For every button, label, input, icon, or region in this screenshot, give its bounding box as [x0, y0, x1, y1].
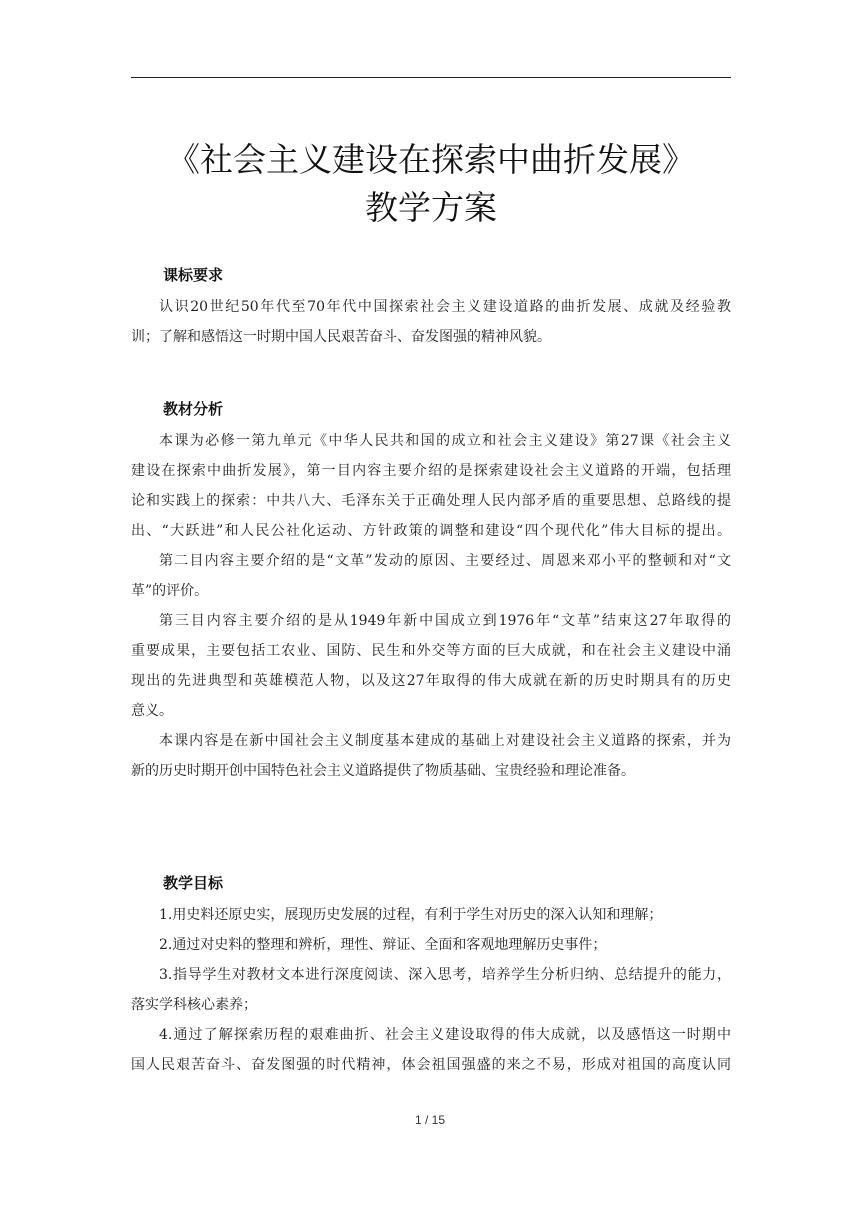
document-title-line1: 《社会主义建设在探索中曲折发展》	[167, 140, 695, 179]
list-item: 4.通过了解探索历程的艰难曲折、社会主义建设取得的伟大成就，以及感悟这一时期中	[159, 1027, 731, 1043]
list-item: 2.通过对史料的整理和辨析，理性、辩证、全面和客观地理解历史事件；	[159, 937, 607, 953]
document-title-line2: 教学方案	[365, 188, 497, 227]
text-line: 国人民艰苦奋斗、奋发图强的时代精神，体会祖国强盛的来之不易，形成对祖国的高度认同	[131, 1057, 731, 1073]
text-line: 第三目内容主要介绍的是从1949年新中国成立到1976年“文革”结束这27年取得的	[159, 613, 731, 629]
text-line: 认识20世纪50年代至70年代中国探索社会主义建设道路的曲折发展、成就及经验教	[159, 299, 731, 315]
text-line: 意义。	[131, 703, 173, 719]
text-line: 出、“大跃进”和人民公社化运动、方针政策的调整和建设“四个现代化”伟大目标的提出。	[131, 523, 731, 539]
text-line: 新的历史时期开创中国特色社会主义道路提供了物质基础、宝贵经验和理论准备。	[131, 763, 635, 779]
list-item: 1.用史料还原史实，展现历史发展的过程，有利于学生对历史的深入认知和理解；	[159, 907, 663, 923]
section-heading-analysis: 教材分析	[163, 400, 224, 418]
text-line: 论和实践上的探索：中共八大、毛泽东关于正确处理人民内部矛盾的重要思想、总路线的提	[131, 493, 731, 509]
text-line: 训；了解和感悟这一时期中国人民艰苦奋斗、奋发图强的精神风貌。	[131, 329, 551, 345]
standards-paragraph	[131, 292, 731, 352]
text-line: 落实学科核心素养；	[131, 997, 257, 1013]
section-heading-objectives: 教学目标	[163, 874, 224, 892]
list-item: 3.指导学生对教材文本进行深度阅读、深入思考，培养学生分析归纳、总结提升的能力，	[159, 967, 731, 983]
text-line: 现出的先进典型和英雄模范人物，以及这27年取得的伟大成就在新的历史时期具有的历史	[131, 673, 731, 689]
page-number: 1 / 15	[414, 1113, 446, 1127]
text-line: 重要成果，主要包括工农业、国防、民生和外交等方面的巨大成就，和在社会主义建设中涌	[131, 643, 731, 659]
header-rule	[131, 77, 731, 78]
text-line: 建设在探索中曲折发展》，第一目内容主要介绍的是探索建设社会主义道路的开端，包括理	[131, 463, 731, 479]
section-heading-standards: 课标要求	[163, 266, 224, 284]
analysis-paragraphs	[131, 426, 731, 786]
text-line: 本课内容是在新中国社会主义制度基本建成的基础上对建设社会主义道路的探索，并为	[159, 733, 731, 749]
text-line: 革”的评价。	[131, 583, 209, 599]
objectives-list	[131, 900, 731, 1080]
text-line: 本课为必修一第九单元《中华人民共和国的成立和社会主义建设》第27课《社会主义	[159, 433, 731, 449]
text-line: 第二目内容主要介绍的是“文革”发动的原因、主要经过、周恩来邓小平的整顿和对“文	[159, 553, 731, 569]
